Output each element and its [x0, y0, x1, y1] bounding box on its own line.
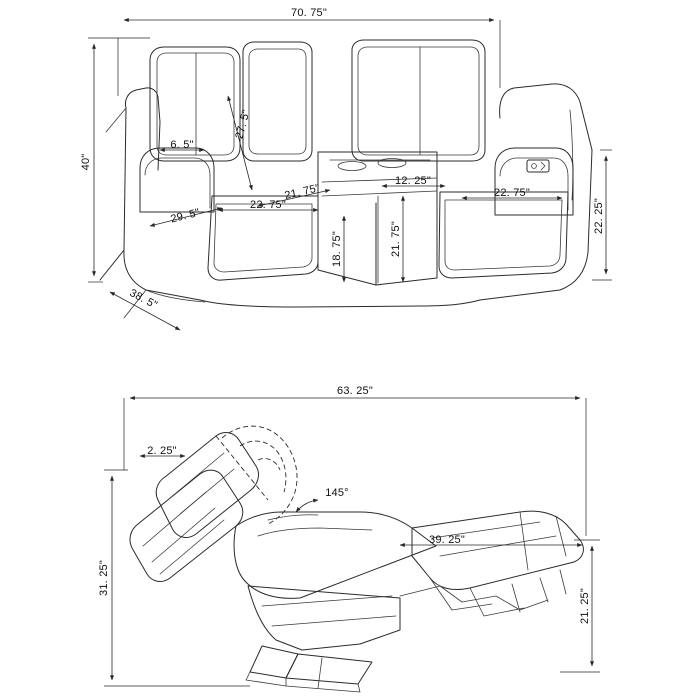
dim-console-height: 21. 75": [390, 221, 402, 257]
side-view-group: [98, 385, 600, 692]
dim-seat-height-right: 22. 25": [593, 198, 605, 234]
dim-back-cushion-height: 27. 5": [233, 108, 253, 141]
dim-seat-width-right: 22. 75": [494, 187, 530, 199]
right-seat: [439, 192, 568, 278]
dim-overall-width: 70. 75": [291, 7, 327, 19]
dim-recline-angle: 145°: [325, 487, 349, 499]
dim-footrest-height: 21. 25": [579, 588, 591, 624]
dim-side-height: 31. 25": [98, 560, 110, 596]
dim-seat-to-footrest: 39. 25": [429, 534, 465, 546]
dim-seat-width-left: 21. 75": [283, 182, 322, 202]
seat-side: [234, 512, 436, 598]
dim-seat-depth-left: 22. 75": [250, 199, 286, 211]
dim-seat-height: 18. 75": [331, 231, 343, 267]
backrest: [130, 470, 243, 581]
dim-extended-length: 63. 25": [337, 385, 373, 397]
cupholder-icon: [338, 162, 366, 171]
dim-back-thickness: 2. 25": [147, 445, 177, 457]
dim-depth: 38. 5": [127, 287, 160, 312]
base-foot: [250, 646, 298, 678]
front-view-group: [80, 7, 612, 330]
dim-console-width: 12. 25": [395, 175, 431, 187]
dim-armrest-width: 6. 5": [170, 139, 194, 151]
power-button-icon[interactable]: [527, 160, 549, 172]
dim-overall-height: 40": [80, 153, 92, 171]
dim-arm-depth: 29. 5": [169, 206, 202, 226]
